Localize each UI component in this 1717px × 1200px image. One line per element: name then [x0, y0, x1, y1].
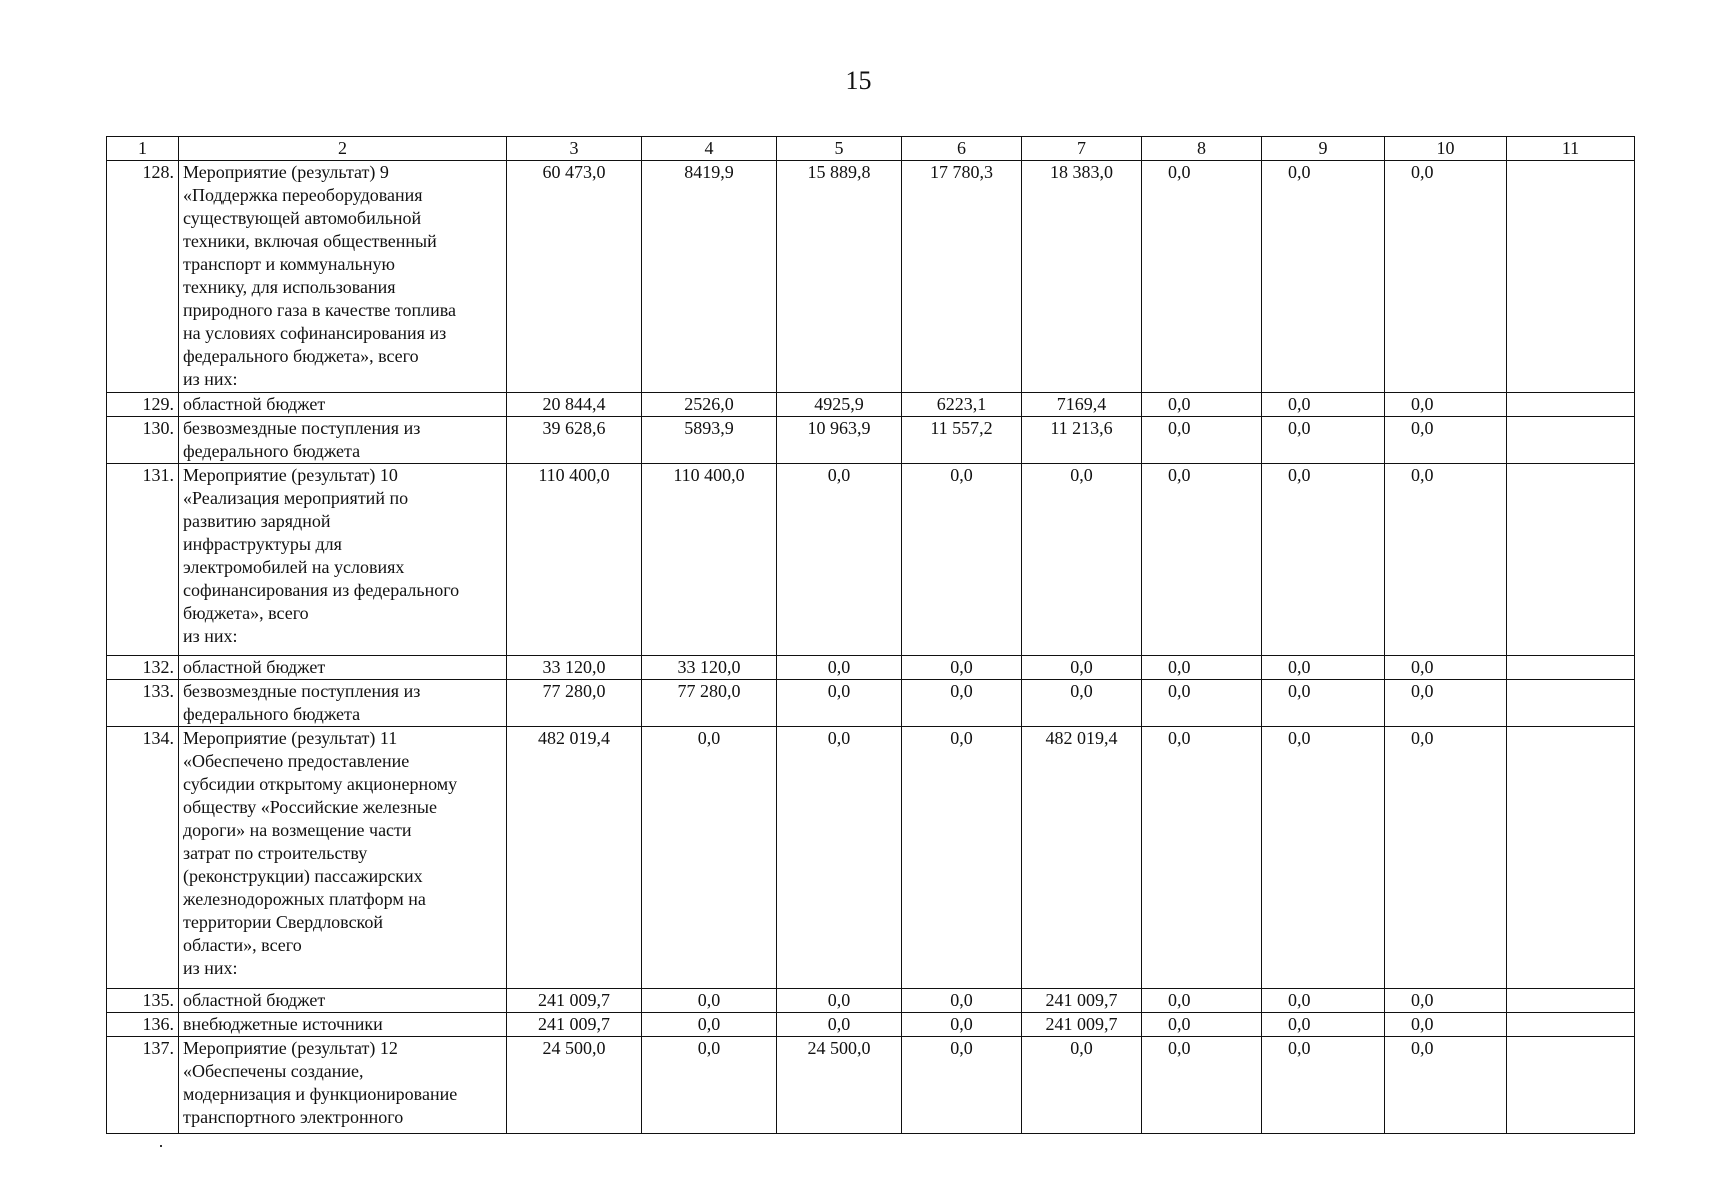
value-cell-col-3: 20 844,4 [507, 393, 642, 417]
value-cell-col-11 [1507, 393, 1635, 417]
value-cell-col-7: 0,0 [1022, 1037, 1142, 1134]
table-body [107, 161, 1635, 1134]
page-number: 15 [845, 66, 872, 95]
value-cell-col-9: 0,0 [1262, 989, 1385, 1013]
value-cell-col-5: 0,0 [777, 989, 902, 1013]
header-cell-9: 9 [1262, 137, 1385, 161]
value-cell-col-7: 7169,4 [1022, 393, 1142, 417]
value-cell-col-9: 0,0 [1262, 161, 1385, 393]
stray-mark [160, 1145, 162, 1147]
value-cell-col-3: 33 120,0 [507, 656, 642, 680]
value-cell-col-11 [1507, 1037, 1635, 1134]
value-cell-col-4: 0,0 [642, 727, 777, 989]
value-cell-col-3: 241 009,7 [507, 1013, 642, 1037]
value-cell-col-8: 0,0 [1142, 680, 1262, 727]
value-cell-col-8: 0,0 [1142, 989, 1262, 1013]
value-cell-col-4: 8419,9 [642, 161, 777, 393]
header-cell-11: 11 [1507, 137, 1635, 161]
value-cell-col-7: 482 019,4 [1022, 727, 1142, 989]
value-cell-col-10: 0,0 [1385, 393, 1507, 417]
value-cell-col-5: 24 500,0 [777, 1037, 902, 1134]
table-row [107, 656, 1635, 680]
value-cell-col-10: 0,0 [1385, 1037, 1507, 1134]
value-cell-col-9: 0,0 [1262, 656, 1385, 680]
header-cell-2: 2 [179, 137, 507, 161]
header-cell-5: 5 [777, 137, 902, 161]
table-row [107, 989, 1635, 1013]
value-cell-col-4: 0,0 [642, 1037, 777, 1134]
row-number-cell: 135. [107, 989, 179, 1013]
header-cell-1: 1 [107, 137, 179, 161]
value-cell-col-3: 241 009,7 [507, 989, 642, 1013]
value-cell-col-9: 0,0 [1262, 680, 1385, 727]
value-cell-col-4: 110 400,0 [642, 464, 777, 656]
value-cell-col-5: 0,0 [777, 680, 902, 727]
value-cell-col-11 [1507, 464, 1635, 656]
value-cell-col-8: 0,0 [1142, 1013, 1262, 1037]
row-number-cell: 133. [107, 680, 179, 727]
value-cell-col-10: 0,0 [1385, 989, 1507, 1013]
value-cell-col-4: 33 120,0 [642, 656, 777, 680]
row-description-cell: Мероприятие (результат) 11 «Обеспечено предоставление субсидии открытому акционерному обществу «Российские железные дороги» на возмещение части затрат по строительству (реконструкции) пассажирских железнодорожных платформ на территории Свердловской области», всего из них: [179, 727, 507, 989]
value-cell-col-7: 18 383,0 [1022, 161, 1142, 393]
row-description-cell: внебюджетные источники [179, 1013, 507, 1037]
header-cell-10: 10 [1385, 137, 1507, 161]
value-cell-col-3: 482 019,4 [507, 727, 642, 989]
value-cell-col-8: 0,0 [1142, 161, 1262, 393]
value-cell-col-5: 0,0 [777, 464, 902, 656]
value-cell-col-6: 0,0 [902, 1037, 1022, 1134]
value-cell-col-11 [1507, 989, 1635, 1013]
row-number-cell: 131. [107, 464, 179, 656]
header-cell-8: 8 [1142, 137, 1262, 161]
row-description-cell: областной бюджет [179, 989, 507, 1013]
table-row [107, 417, 1635, 464]
value-cell-col-8: 0,0 [1142, 1037, 1262, 1134]
value-cell-col-8: 0,0 [1142, 393, 1262, 417]
value-cell-col-5: 4925,9 [777, 393, 902, 417]
table-row [107, 1013, 1635, 1037]
value-cell-col-11 [1507, 680, 1635, 727]
header-cell-4: 4 [642, 137, 777, 161]
row-description-cell: областной бюджет [179, 393, 507, 417]
value-cell-col-3: 60 473,0 [507, 161, 642, 393]
value-cell-col-10: 0,0 [1385, 680, 1507, 727]
value-cell-col-11 [1507, 417, 1635, 464]
value-cell-col-10: 0,0 [1385, 161, 1507, 393]
value-cell-col-11 [1507, 1013, 1635, 1037]
value-cell-col-3: 24 500,0 [507, 1037, 642, 1134]
table-header [107, 137, 1635, 161]
header-cell-7: 7 [1022, 137, 1142, 161]
table-row [107, 393, 1635, 417]
value-cell-col-8: 0,0 [1142, 464, 1262, 656]
value-cell-col-5: 0,0 [777, 727, 902, 989]
value-cell-col-9: 0,0 [1262, 417, 1385, 464]
value-cell-col-7: 0,0 [1022, 464, 1142, 656]
row-number-cell: 136. [107, 1013, 179, 1037]
value-cell-col-5: 0,0 [777, 656, 902, 680]
value-cell-col-8: 0,0 [1142, 727, 1262, 989]
value-cell-col-6: 11 557,2 [902, 417, 1022, 464]
value-cell-col-6: 0,0 [902, 727, 1022, 989]
value-cell-col-11 [1507, 656, 1635, 680]
table-row [107, 727, 1635, 989]
value-cell-col-9: 0,0 [1262, 1013, 1385, 1037]
row-description-cell: Мероприятие (результат) 12 «Обеспечены создание, модернизация и функционирование транспортного электронного [179, 1037, 507, 1134]
value-cell-col-9: 0,0 [1262, 1037, 1385, 1134]
row-number-cell: 134. [107, 727, 179, 989]
row-description-cell: безвозмездные поступления из федерального бюджета [179, 680, 507, 727]
row-description-cell: Мероприятие (результат) 10 «Реализация мероприятий по развитию зарядной инфраструктуры для электромобилей на условиях софинансирования из федерального бюджета», всего из них: [179, 464, 507, 656]
row-number-cell: 128. [107, 161, 179, 393]
value-cell-col-4: 0,0 [642, 989, 777, 1013]
value-cell-col-10: 0,0 [1385, 1013, 1507, 1037]
row-number-cell: 129. [107, 393, 179, 417]
value-cell-col-6: 0,0 [902, 656, 1022, 680]
value-cell-col-9: 0,0 [1262, 464, 1385, 656]
value-cell-col-4: 77 280,0 [642, 680, 777, 727]
value-cell-col-5: 0,0 [777, 1013, 902, 1037]
table-row [107, 680, 1635, 727]
value-cell-col-11 [1507, 727, 1635, 989]
value-cell-col-3: 39 628,6 [507, 417, 642, 464]
value-cell-col-6: 0,0 [902, 464, 1022, 656]
value-cell-col-11 [1507, 161, 1635, 393]
budget-table [106, 136, 1635, 1134]
header-row [107, 137, 1635, 161]
value-cell-col-6: 17 780,3 [902, 161, 1022, 393]
value-cell-col-3: 77 280,0 [507, 680, 642, 727]
header-cell-3: 3 [507, 137, 642, 161]
value-cell-col-7: 0,0 [1022, 656, 1142, 680]
value-cell-col-8: 0,0 [1142, 417, 1262, 464]
row-description-cell: областной бюджет [179, 656, 507, 680]
value-cell-col-4: 0,0 [642, 1013, 777, 1037]
value-cell-col-8: 0,0 [1142, 656, 1262, 680]
value-cell-col-6: 0,0 [902, 989, 1022, 1013]
value-cell-col-7: 11 213,6 [1022, 417, 1142, 464]
value-cell-col-5: 15 889,8 [777, 161, 902, 393]
row-number-cell: 137. [107, 1037, 179, 1134]
value-cell-col-10: 0,0 [1385, 464, 1507, 656]
value-cell-col-5: 10 963,9 [777, 417, 902, 464]
value-cell-col-3: 110 400,0 [507, 464, 642, 656]
value-cell-col-10: 0,0 [1385, 417, 1507, 464]
value-cell-col-7: 241 009,7 [1022, 989, 1142, 1013]
value-cell-col-7: 241 009,7 [1022, 1013, 1142, 1037]
value-cell-col-10: 0,0 [1385, 727, 1507, 989]
header-cell-6: 6 [902, 137, 1022, 161]
row-number-cell: 130. [107, 417, 179, 464]
value-cell-col-9: 0,0 [1262, 727, 1385, 989]
table-row [107, 1037, 1635, 1134]
value-cell-col-10: 0,0 [1385, 656, 1507, 680]
table-row [107, 161, 1635, 393]
value-cell-col-4: 2526,0 [642, 393, 777, 417]
value-cell-col-4: 5893,9 [642, 417, 777, 464]
value-cell-col-7: 0,0 [1022, 680, 1142, 727]
value-cell-col-6: 0,0 [902, 1013, 1022, 1037]
row-description-cell: Мероприятие (результат) 9 «Поддержка переоборудования существующей автомобильной техники, включая общественный транспорт и коммунальную технику, для использования природного газа в качестве топлива на условиях софинансирования из федерального бюджета», всего из них: [179, 161, 507, 393]
row-description-cell: безвозмездные поступления из федерального бюджета [179, 417, 507, 464]
row-number-cell: 132. [107, 656, 179, 680]
value-cell-col-6: 0,0 [902, 680, 1022, 727]
table-row [107, 464, 1635, 656]
value-cell-col-6: 6223,1 [902, 393, 1022, 417]
value-cell-col-9: 0,0 [1262, 393, 1385, 417]
